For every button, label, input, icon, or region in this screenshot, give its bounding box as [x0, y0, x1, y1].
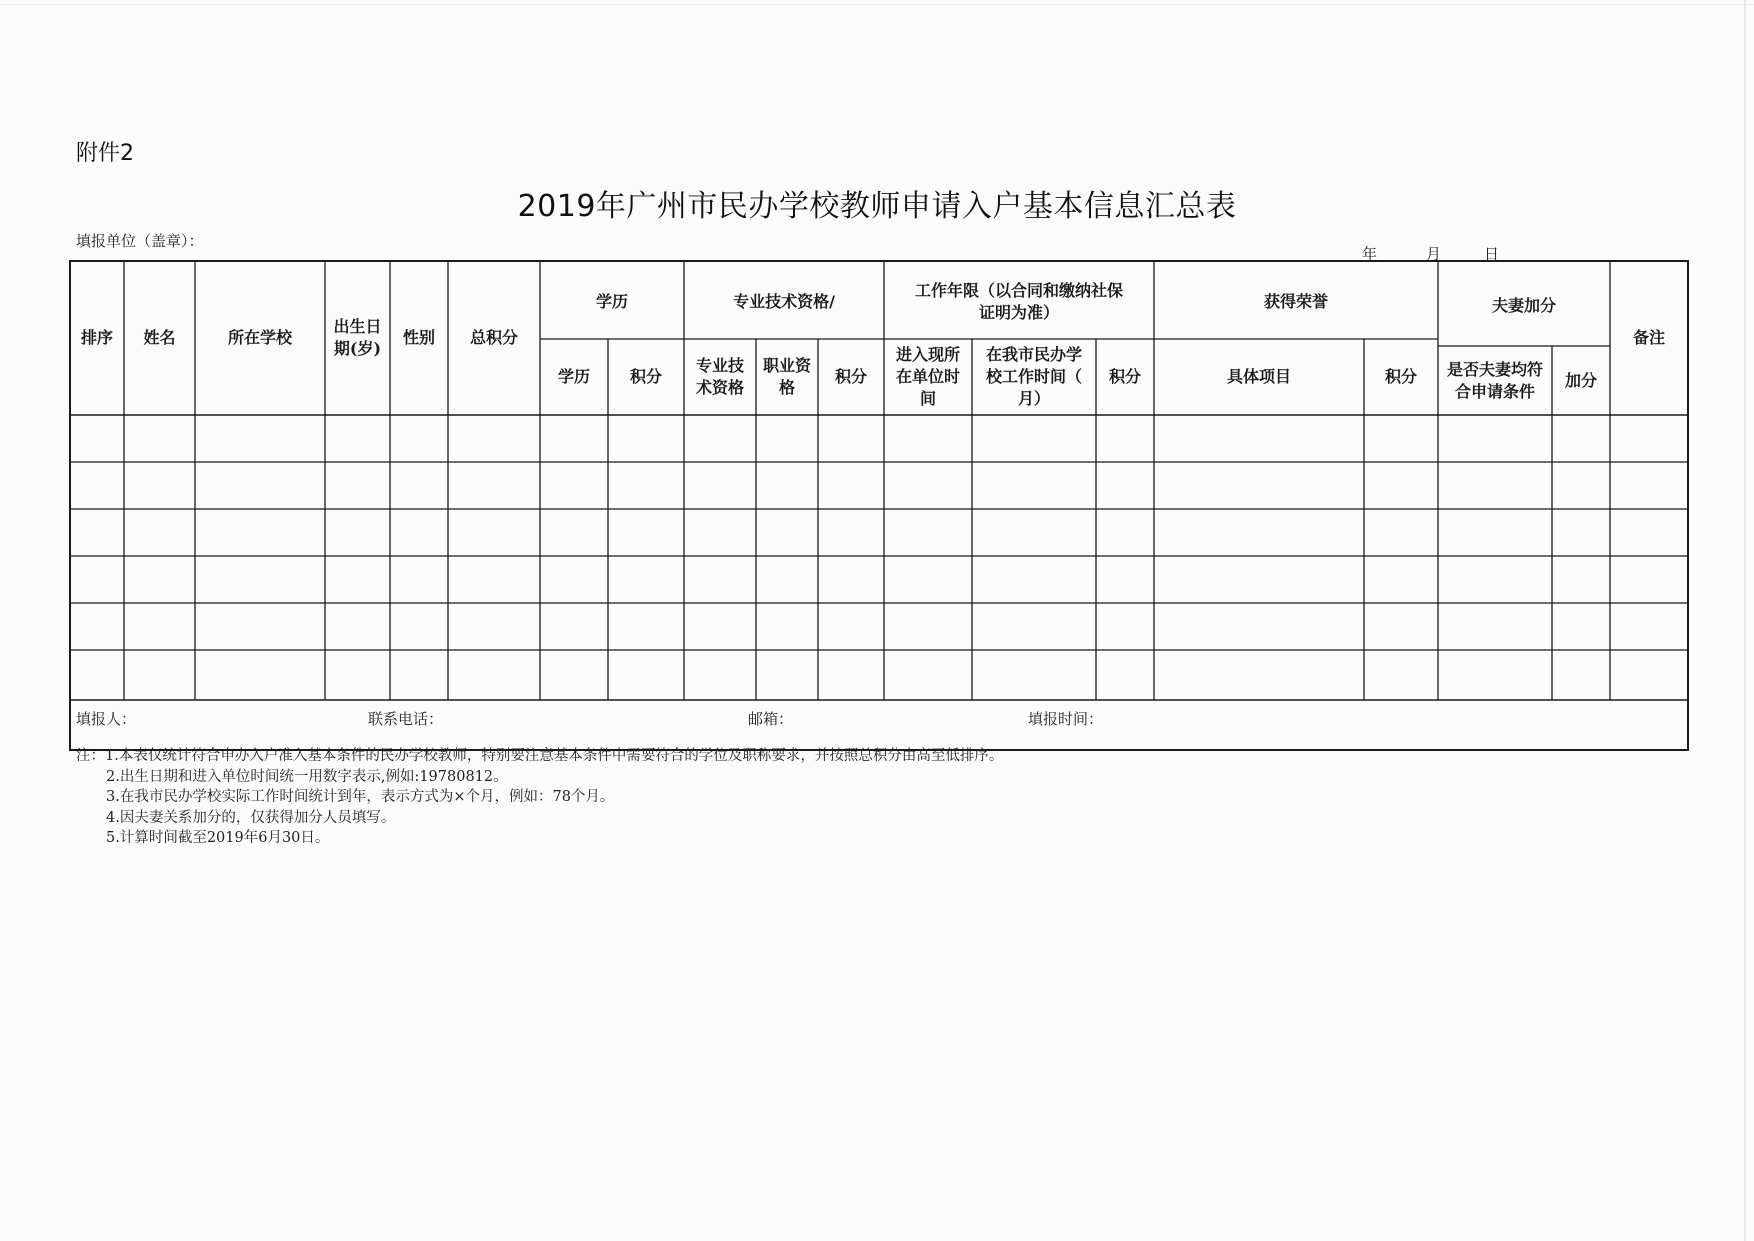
- header-qualification-group: 专业技术资格/: [733, 292, 835, 311]
- note-line-2: 2.出生日期和进入单位时间统一用数字表示,例如:19780812。: [106, 768, 508, 785]
- header-total-score: 总积分: [469, 328, 518, 347]
- note-line-1: 注：1.本表仅统计符合申办入户准入基本条件的民办学校教师，特别要注意基本条件中需要符合的学位及职称要求，并按照总积分由高至低排序。: [76, 748, 1004, 764]
- table-row: [70, 415, 1688, 462]
- header-education-score: 积分: [629, 367, 662, 386]
- scan-edge-top: [0, 4, 1754, 5]
- date-month-label: 月: [1426, 245, 1442, 263]
- note-line-4: 4.因夫妻关系加分的，仅获得加分人员填写。: [106, 809, 396, 826]
- date-day-label: 日: [1484, 245, 1500, 263]
- filling-unit-label: 填报单位（盖章）：: [76, 232, 204, 250]
- table-row: [70, 556, 1688, 603]
- header-education-group: 学历: [595, 292, 628, 311]
- footer-filler-label: 填报人：: [76, 710, 137, 728]
- header-spouse-group: 夫妻加分: [1491, 296, 1556, 315]
- header-birth: 出生日 期(岁): [333, 317, 382, 358]
- footer-email-label: 邮箱：: [748, 710, 794, 728]
- header-work-score: 积分: [1108, 367, 1141, 386]
- header-education-degree: 学历: [557, 367, 590, 386]
- header-honor-score: 积分: [1384, 367, 1417, 386]
- header-vocational-qualification: 职业资 格: [762, 356, 811, 397]
- header-spouse-bonus: 加分: [1564, 370, 1597, 390]
- header-honors-group: 获得荣誉: [1263, 292, 1328, 311]
- note-line-5: 5.计算时间截至2019年6月30日。: [106, 830, 330, 846]
- header-work-years-group: 工作年限（以合同和缴纳社保 证明为准）: [914, 281, 1123, 322]
- table-row: [70, 603, 1688, 650]
- header-work-time: 在我市民办学 校工作时间（ 月）: [985, 345, 1082, 408]
- header-qualification-score: 积分: [834, 367, 867, 386]
- header-honor-item: 具体项目: [1226, 367, 1291, 386]
- header-name: 姓名: [143, 328, 176, 347]
- header-order: 排序: [80, 328, 113, 347]
- attachment-label: 附件2: [76, 141, 134, 166]
- table-row: [70, 509, 1688, 556]
- header-gender: 性别: [402, 328, 435, 347]
- table-row: [70, 650, 1688, 700]
- date-year-label: 年: [1362, 245, 1378, 263]
- footer-phone-label: 联系电话：: [368, 710, 444, 728]
- page-title: 2019年广州市民办学校教师申请入户基本信息汇总表: [517, 189, 1237, 224]
- scan-edge: [1744, 0, 1746, 1241]
- notes-block: [76, 746, 1003, 849]
- note-line-3: 3.在我市民办学校实际工作时间统计到年，表示方式为×个月，例如：78个月。: [106, 789, 615, 805]
- header-remarks: 备注: [1632, 328, 1665, 347]
- header-spouse-eligible: 是否夫妻均符 合申请条件: [1446, 359, 1543, 401]
- footer-fill-time-label: 填报时间：: [1028, 710, 1104, 728]
- table-row: [70, 462, 1688, 509]
- header-entry-time: 进入现所 在单位时 间: [895, 345, 960, 408]
- header-tech-qualification: 专业技 术资格: [695, 356, 744, 397]
- header-school: 所在学校: [227, 328, 292, 347]
